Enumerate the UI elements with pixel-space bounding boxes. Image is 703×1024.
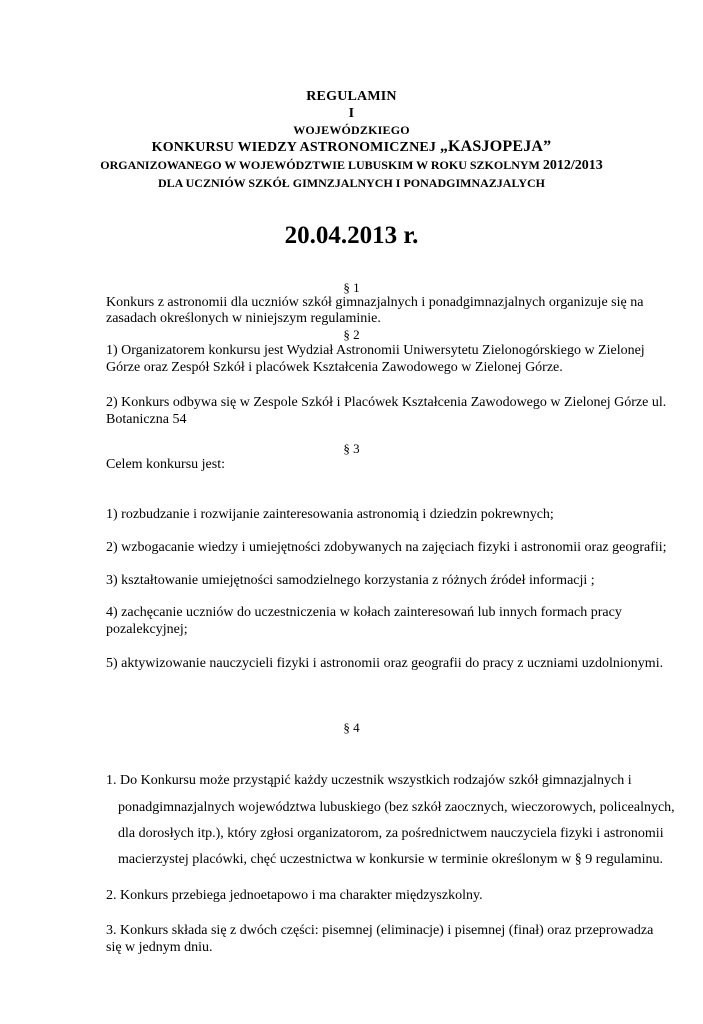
- document-date: 20.04.2013 r.: [284, 222, 419, 249]
- section-mark-2: § 2: [343, 327, 360, 342]
- s4-p1-line2: ponadgimnazjalnych województwa lubuskiego (bez szkół zaocznych, wieczorowych, policealnych,: [118, 800, 675, 815]
- s3-intro: Celem konkursu jest:: [106, 457, 225, 472]
- s4-p1-line4: macierzystej placówki, chęć uczestnictwa w konkursie w terminie określonym w § 9 regulaminu.: [118, 852, 664, 867]
- title-konkurs: KONKURSU WIEDZY ASTRONOMICZNEJ „KASJOPEJA”: [151, 138, 552, 155]
- s4-p1-line3: dla dorosłych itp.), który zgłosi organizatorom, za pośrednictwem nauczyciela fizyki i astronomii: [118, 826, 664, 841]
- s4-p1-line1: 1. Do Konkursu może przystąpić każdy uczestnik wszystkich rodzajów szkół gimnazjalnych i: [106, 773, 632, 788]
- s1-text-line1: Konkurs z astronomii dla uczniów szkół gimnazjalnych i ponadgimnazjalnych organizuje się na: [106, 295, 644, 310]
- s2-p2-line2: Botaniczna 54: [106, 412, 187, 427]
- title-edition: I: [348, 106, 355, 121]
- s2-p2-line1: 2) Konkurs odbywa się w Zespole Szkół i Placówek Kształcenia Zawodowego w Zielonej Górze ul.: [106, 395, 667, 410]
- s3-goal-2: 2) wzbogacanie wiedzy i umiejętności zdobywanych na zajęciach fizyki i astronomii oraz geografii;: [106, 540, 667, 555]
- title-dla-uczniow: DLA UCZNIÓW SZKÓŁ GIMNZJALNYCH I PONADGIMNAZJALYCH: [157, 176, 546, 190]
- s3-goal-4-line2: pozalekcyjnej;: [106, 622, 188, 637]
- section-mark-1: § 1: [343, 280, 360, 295]
- s4-p3-line2: się w jednym dniu.: [106, 940, 213, 955]
- s3-goal-5: 5) aktywizowanie nauczycieli fizyki i astronomii oraz geografii do pracy z uczniami uzdolnionymi.: [106, 656, 664, 671]
- s3-goal-1: 1) rozbudzanie i rozwijanie zainteresowania astronomią i dziedzin pokrewnych;: [106, 507, 554, 522]
- s2-p1-line2: Górze oraz Zespół Szkół i placówek Kształcenia Zawodowego w Zielonej Górze.: [106, 360, 563, 375]
- s4-p2: 2. Konkurs przebiega jednoetapowo i ma charakter międzyszkolny.: [106, 888, 483, 903]
- s2-p1-line1: 1) Organizatorem konkursu jest Wydział Astronomii Uniwersytetu Zielonogórskiego w Zielonej: [106, 343, 645, 358]
- title-wojewodzkiego: WOJEWÓDZKIEGO: [293, 123, 410, 137]
- section-mark-3: § 3: [343, 441, 360, 456]
- s1-text-line2: zasadach określonych w niniejszym regulaminie.: [106, 311, 381, 326]
- s3-goal-3: 3) kształtowanie umiejętności samodzielnego korzystania z różnych źródeł informacji ;: [106, 573, 595, 588]
- title-organizowanego: ORGANIZOWANEGO W WOJEWÓDZTWIE LUBUSKIM W ROKU SZKOLNYM 2012/2013: [100, 158, 603, 173]
- s4-p3-line1: 3. Konkurs składa się z dwóch części: pisemnej (eliminacje) i pisemnej (finał) oraz przeprowadza: [106, 923, 654, 938]
- s3-goal-4-line1: 4) zachęcanie uczniów do uczestniczenia w kołach zainteresowań lub innych formach pracy: [106, 605, 622, 620]
- title-regulamin: REGULAMIN: [306, 89, 397, 104]
- section-mark-4: § 4: [343, 720, 360, 735]
